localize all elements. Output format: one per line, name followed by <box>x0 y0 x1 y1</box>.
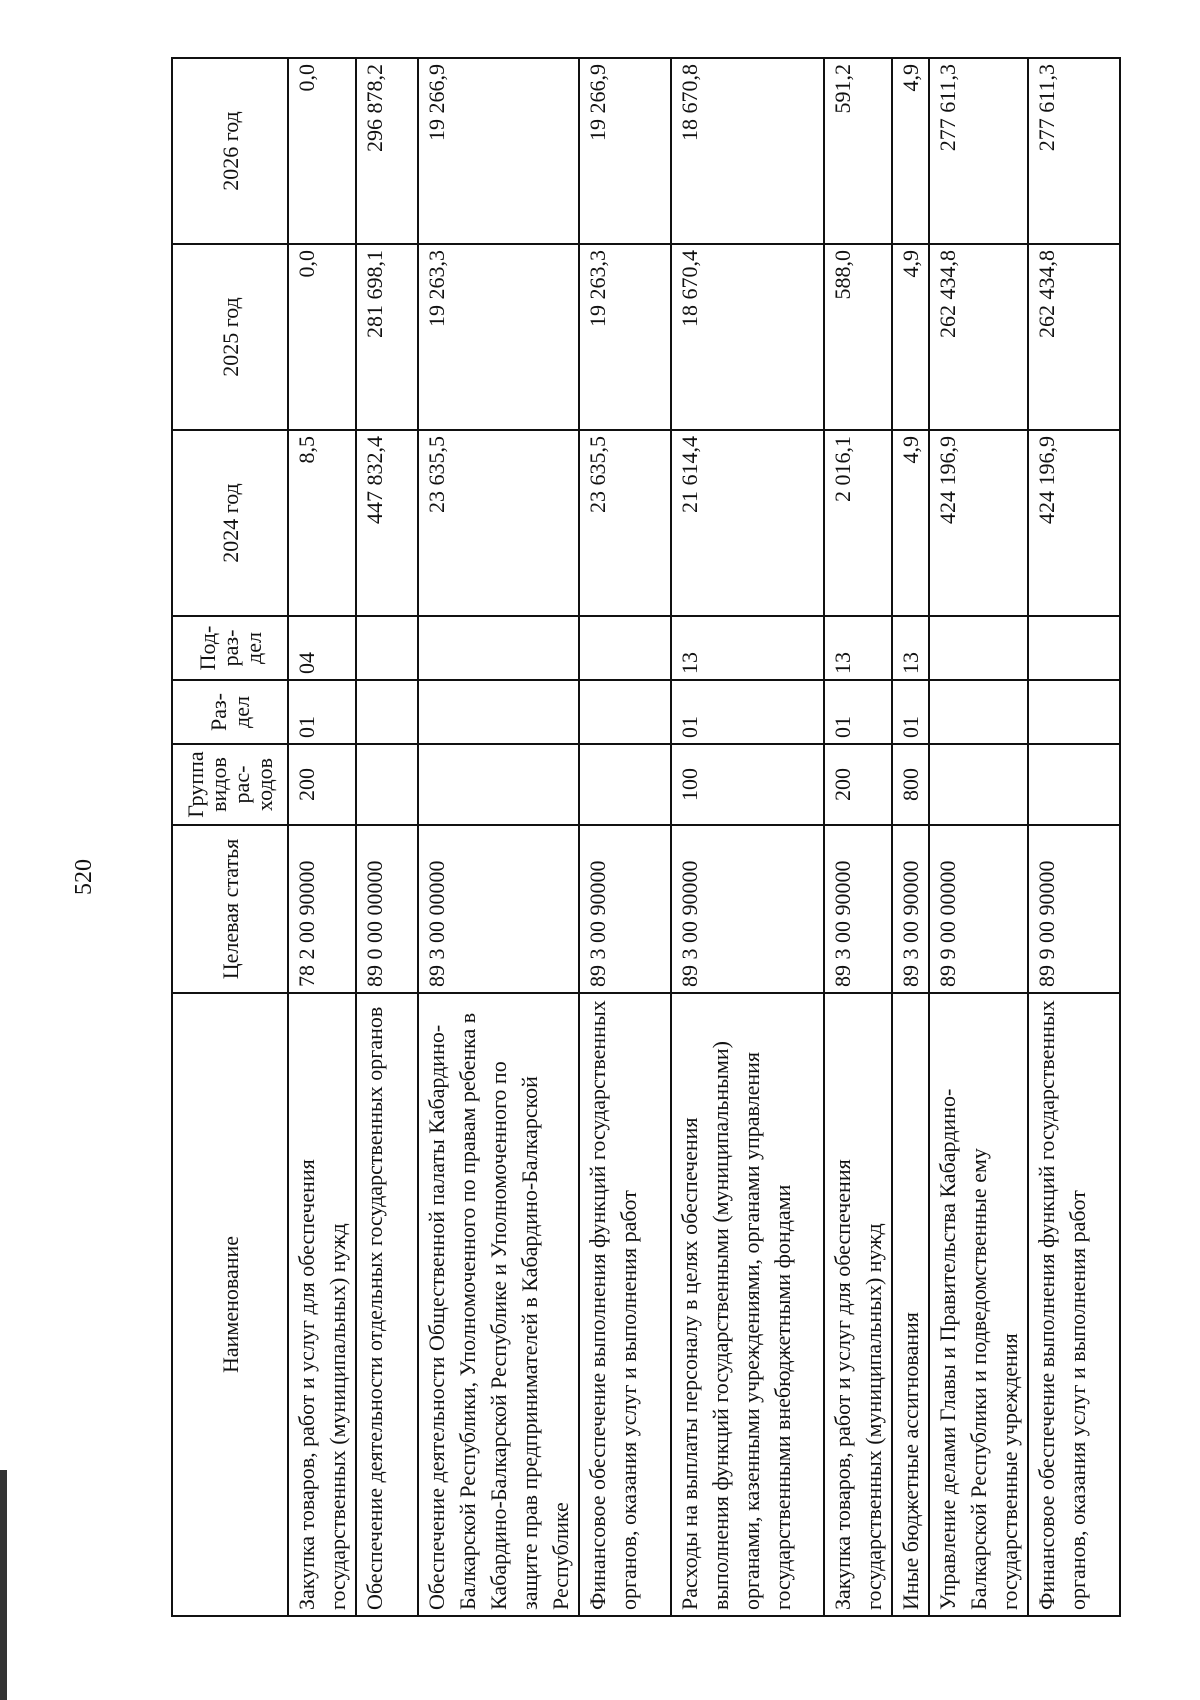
cell-group <box>1028 744 1120 825</box>
cell-target: 89 9 00 90000 <box>1028 825 1120 993</box>
cell-target: 89 9 00 00000 <box>929 825 1028 993</box>
cell-2024: 8,5 <box>288 430 356 616</box>
cell-subsection <box>929 616 1028 680</box>
cell-2025: 262 434,8 <box>1028 244 1120 430</box>
budget-table <box>171 57 1121 1617</box>
cell-group: 200 <box>288 744 356 825</box>
cell-2024: 4,9 <box>892 430 929 616</box>
cell-subsection <box>418 616 579 680</box>
cell-2026: 4,9 <box>892 58 929 244</box>
cell-2024: 23 635,5 <box>579 430 671 616</box>
cell-name: Обеспечение деятельности отдельных государственных органов <box>356 993 418 1616</box>
cell-name: Иные бюджетные ассигнования <box>892 993 929 1616</box>
cell-2026: 18 670,8 <box>671 58 824 244</box>
cell-target: 89 3 00 90000 <box>824 825 892 993</box>
cell-section <box>929 680 1028 744</box>
cell-group <box>579 744 671 825</box>
cell-group: 200 <box>824 744 892 825</box>
cell-group: 800 <box>892 744 929 825</box>
cell-section: 01 <box>671 680 824 744</box>
table-row <box>824 58 892 1616</box>
cell-2024: 2 016,1 <box>824 430 892 616</box>
cell-2026: 19 266,9 <box>418 58 579 244</box>
cell-group <box>929 744 1028 825</box>
cell-name: Обеспечение деятельности Общественной палаты Кабардино-Балкарской Республики, Уполномоченного по правам ребенка в Кабардино-Балкарской Республике и Уполномоченного по защите прав предпринимателей в Кабардино-Балкарской Республике <box>418 993 579 1616</box>
cell-target: 89 3 00 00000 <box>418 825 579 993</box>
cell-2025: 0,0 <box>288 244 356 430</box>
cell-2025: 19 263,3 <box>579 244 671 430</box>
header-group: Группа видов рас-ходов <box>172 744 288 825</box>
cell-name: Закупка товаров, работ и услуг для обеспечения государственных (муниципальных) нужд <box>824 993 892 1616</box>
cell-target: 89 3 00 90000 <box>671 825 824 993</box>
table-header <box>172 58 288 1616</box>
cell-subsection: 13 <box>671 616 824 680</box>
table-row <box>418 58 579 1616</box>
cell-2026: 277 611,3 <box>1028 58 1120 244</box>
cell-group <box>356 744 418 825</box>
cell-subsection <box>579 616 671 680</box>
cell-2025: 262 434,8 <box>929 244 1028 430</box>
cell-subsection <box>356 616 418 680</box>
cell-section <box>579 680 671 744</box>
table-row <box>356 58 418 1616</box>
cell-2026: 0,0 <box>288 58 356 244</box>
table-row <box>288 58 356 1616</box>
cell-name: Закупка товаров, работ и услуг для обеспечения государственных (муниципальных) нужд <box>288 993 356 1616</box>
cell-2026: 19 266,9 <box>579 58 671 244</box>
cell-section <box>418 680 579 744</box>
cell-2025: 19 263,3 <box>418 244 579 430</box>
header-2026: 2026 год <box>172 58 288 244</box>
cell-subsection <box>1028 616 1120 680</box>
scan-edge-bar <box>0 1470 7 1700</box>
cell-target: 78 2 00 90000 <box>288 825 356 993</box>
header-2024: 2024 год <box>172 430 288 616</box>
cell-section: 01 <box>288 680 356 744</box>
cell-section <box>1028 680 1120 744</box>
cell-name: Расходы на выплаты персоналу в целях обеспечения выполнения функций государственными (муниципальными) органами, казенными учреждениями, органами управления государственными внебюджетными фондами <box>671 993 824 1616</box>
cell-2026: 296 878,2 <box>356 58 418 244</box>
cell-subsection: 13 <box>892 616 929 680</box>
header-section: Раз-дел <box>172 680 288 744</box>
cell-group <box>418 744 579 825</box>
cell-section: 01 <box>824 680 892 744</box>
header-2025: 2025 год <box>172 244 288 430</box>
cell-target: 89 3 00 90000 <box>579 825 671 993</box>
cell-2025: 18 670,4 <box>671 244 824 430</box>
table-row <box>892 58 929 1616</box>
table-row <box>1028 58 1120 1616</box>
table-row <box>929 58 1028 1616</box>
cell-2024: 424 196,9 <box>929 430 1028 616</box>
header-target: Целевая статья <box>172 825 288 993</box>
cell-group: 100 <box>671 744 824 825</box>
cell-2024: 424 196,9 <box>1028 430 1120 616</box>
cell-2026: 591,2 <box>824 58 892 244</box>
header-subsection: Под-раз-дел <box>172 616 288 680</box>
cell-subsection: 13 <box>824 616 892 680</box>
cell-2025: 281 698,1 <box>356 244 418 430</box>
cell-2025: 588,0 <box>824 244 892 430</box>
cell-name: Управление делами Главы и Правительства Кабардино-Балкарской Республики и подведомственные ему государственные учреждения <box>929 993 1028 1616</box>
cell-section: 01 <box>892 680 929 744</box>
cell-2024: 23 635,5 <box>418 430 579 616</box>
cell-2024: 447 832,4 <box>356 430 418 616</box>
table-row <box>671 58 824 1616</box>
cell-2026: 277 611,3 <box>929 58 1028 244</box>
rotated-table-container <box>171 59 1095 1617</box>
cell-subsection: 04 <box>288 616 356 680</box>
cell-name: Финансовое обеспечение выполнения функций государственных органов, оказания услуг и выполнения работ <box>1028 993 1120 1616</box>
cell-name: Финансовое обеспечение выполнения функций государственных органов, оказания услуг и выполнения работ <box>579 993 671 1616</box>
table-row <box>579 58 671 1616</box>
cell-target: 89 3 00 90000 <box>892 825 929 993</box>
cell-2025: 4,9 <box>892 244 929 430</box>
cell-target: 89 0 00 00000 <box>356 825 418 993</box>
page-number: 520 <box>71 859 97 895</box>
cell-2024: 21 614,4 <box>671 430 824 616</box>
cell-section <box>356 680 418 744</box>
header-name: Наименование <box>172 993 288 1616</box>
